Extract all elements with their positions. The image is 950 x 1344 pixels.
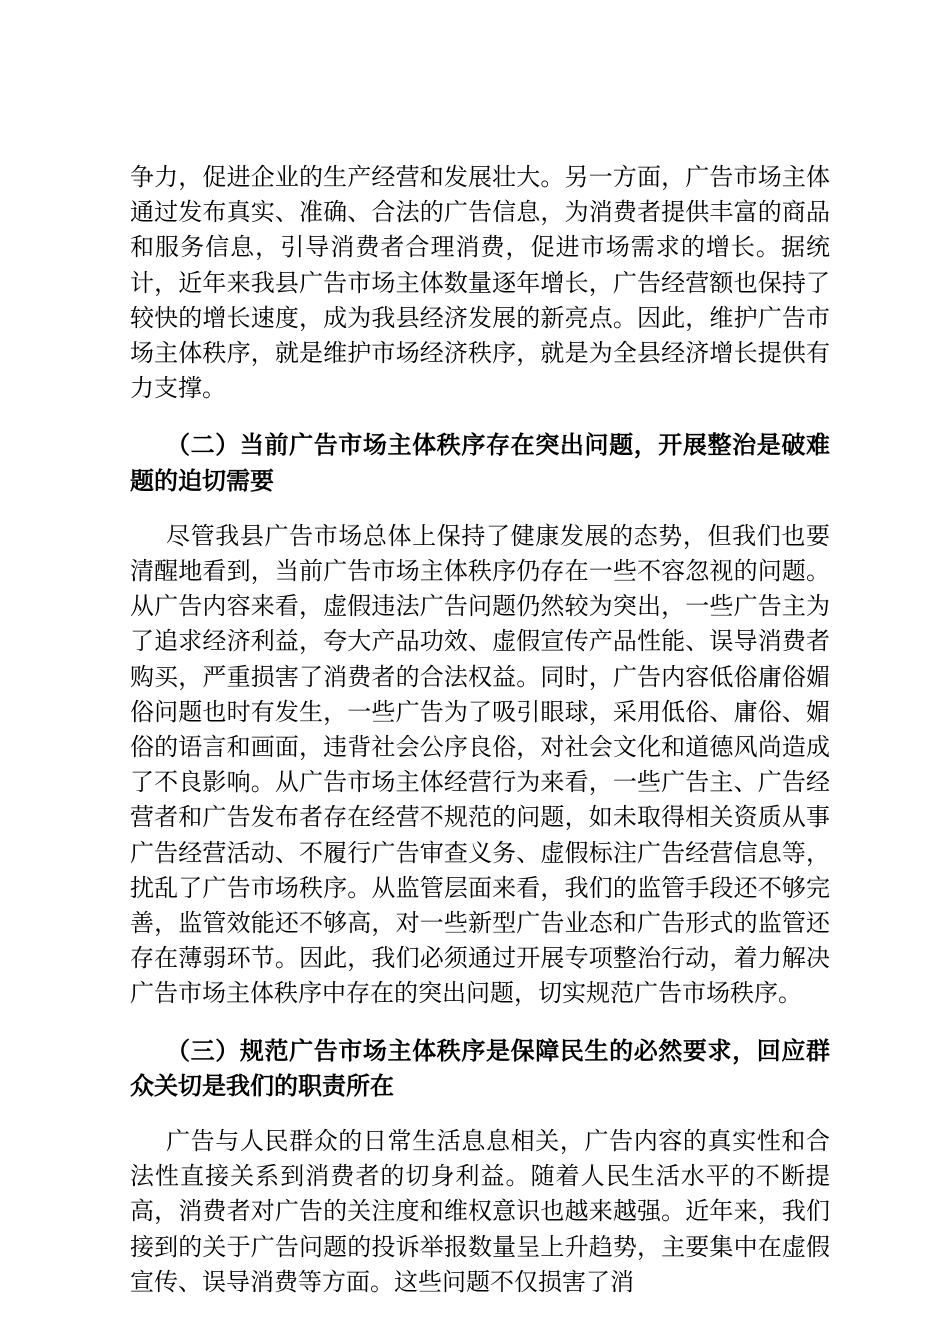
section-heading-3: （三）规范广告市场主体秩序是保障民生的必然要求，回应群众关切是我们的职责所在 bbox=[130, 1035, 830, 1100]
section-heading-2: （二）当前广告市场主体秩序存在突出问题，开展整治是破难题的迫切需要 bbox=[130, 430, 830, 495]
body-paragraph-continued: 争力，促进企业的生产经营和发展壮大。另一方面，广告市场主体通过发布真实、准确、合法的广告信息，为消费者提供丰富的商品和服务信息，引导消费者合理消费，促进市场需求的增长。据统计，近年来我县广告市场主体数量逐年增长，广告经营额也保持了较快的增长速度，成为我县经济发展的新亮点。因此，维护广告市场主体秩序，就是维护市场经济秩序，就是为全县经济增长提供有力支撑。 bbox=[130, 163, 830, 403]
body-paragraph-section-2: 尽管我县广告市场总体上保持了健康发展的态势，但我们也要清醒地看到，当前广告市场主体秩序仍存在一些不容忽视的问题。从广告内容来看，虚假违法广告问题仍然较为突出，一些广告主为了追求经济利益，夸大产品功效、虚假宣传产品性能、误导消费者购买，严重损害了消费者的合法权益。同时，广告内容低俗庸俗媚俗问题也时有发生，一些广告为了吸引眼球，采用低俗、庸俗、媚俗的语言和画面，违背社会公序良俗，对社会文化和道德风尚造成了不良影响。从广告市场主体经营行为来看，一些广告主、广告经营者和广告发布者存在经营不规范的问题，如未取得相关资质从事广告经营活动、不履行广告审查义务、虚假标注广告经营信息等，扰乱了广告市场秩序。从监管层面来看，我们的监管手段还不够完善，监管效能还不够高，对一些新型广告业态和广告形式的监管还存在薄弱环节。因此，我们必须通过开展专项整治行动，着力解决广告市场主体秩序中存在的突出问题，切实规范广告市场秩序。 bbox=[130, 521, 830, 1008]
body-paragraph-section-3: 广告与人民群众的日常生活息息相关，广告内容的真实性和合法性直接关系到消费者的切身利益。随着人民生活水平的不断提高，消费者对广告的关注度和维权意识也越来越强。近年来，我们接到的关于广告问题的投诉举报数量呈上升趋势，主要集中在虚假宣传、误导消费等方面。这些问题不仅损害了消 bbox=[130, 1127, 830, 1296]
document-page bbox=[130, 160, 830, 1300]
